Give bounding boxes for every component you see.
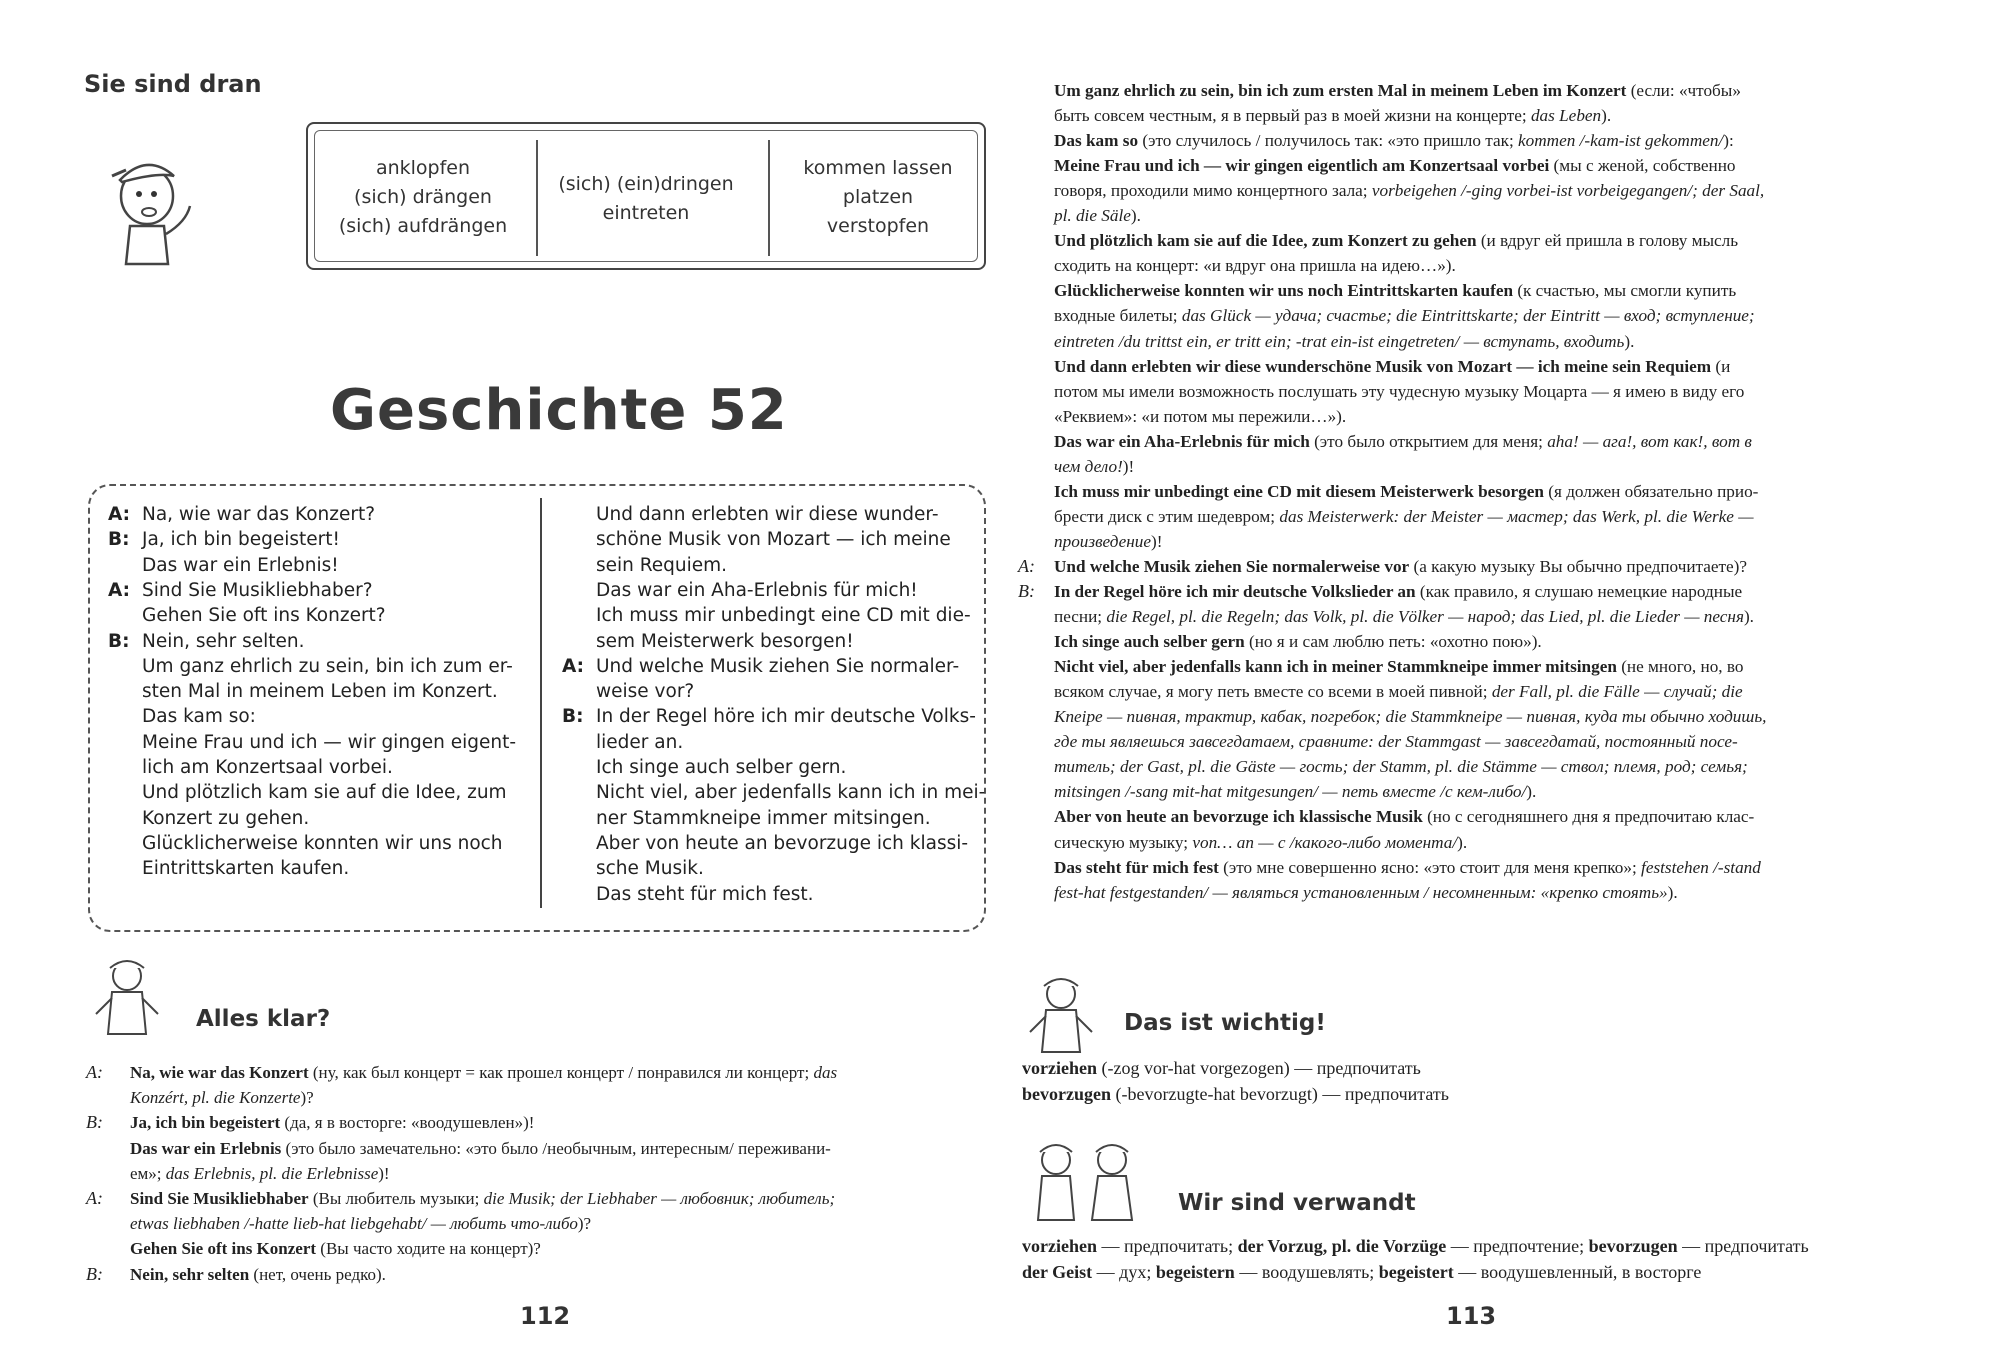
bold-term: Aber von heute an bevorzuge ich klassische Musik <box>1054 807 1423 827</box>
translation-text: (это было замечательно: «это было /необычным, интересным/ переживани- <box>281 1138 831 1158</box>
notes-speaker: B: <box>1018 581 1035 601</box>
punctuation: ). <box>1667 882 1678 902</box>
italic-gloss: aha! — ага!, вот как!, вот в <box>1547 431 1752 451</box>
dialog-line: Ja, ich bin begeistert! <box>142 529 340 551</box>
translation-text: (не много, но, во <box>1616 657 1744 677</box>
translation-text: входные билеты; <box>1054 306 1182 326</box>
dialog-line: Nicht viel, aber jedenfalls kann ich in mei- <box>596 782 986 804</box>
dialog-line: lich am Konzertsaal vorbei. <box>142 757 393 778</box>
wichtig-line <box>1022 1082 1449 1107</box>
bold-term: Meine Frau und ich — wir gingen eigentlich am Konzertsaal vorbei <box>1054 156 1550 176</box>
vocab-speaker: A: <box>86 1188 103 1208</box>
italic-gloss: das Leben <box>1530 106 1602 126</box>
notes-line <box>1054 754 1748 779</box>
translation-text: (мы с женой, собственно <box>1549 156 1736 176</box>
notes-line <box>1054 629 1542 654</box>
translation-text: — предпочтение; <box>1446 1236 1589 1256</box>
bold-term: Das war ein Aha-Erlebnis für mich <box>1054 431 1310 451</box>
bold-term: bevorzugen <box>1588 1236 1678 1256</box>
bold-term: Und plötzlich kam sie auf die Idee, zum Konzert zu gehen <box>1054 231 1477 251</box>
vocab-line <box>130 1262 386 1287</box>
translation-text: (это мне совершенно ясно: «это стоит для меня крепко»; <box>1218 857 1642 877</box>
bold-term: Ich muss mir unbedingt eine CD mit diesem Meisterwerk besorgen <box>1054 481 1544 501</box>
italic-gloss: der Fall, pl. die Fälle — случай; die <box>1491 682 1743 702</box>
bold-term: Das steht für mich fest <box>1054 857 1219 877</box>
dialog-speaker: B: <box>562 706 584 728</box>
vocab-speaker: A: <box>86 1062 103 1082</box>
italic-gloss: титель; der Gast, pl. die Gäste — гость; der Stamm, pl. die Stämme — ствол; племя, род; семья; <box>1054 757 1748 777</box>
notes-line <box>1054 830 1467 855</box>
bold-term: Sind Sie Musikliebhaber <box>130 1189 309 1208</box>
dialog-line: Um ganz ehrlich zu sein, bin ich zum er- <box>142 655 513 677</box>
italic-gloss: kommen /-kam-ist gekommen/ <box>1518 131 1724 151</box>
dialog-line: Nein, sehr selten. <box>142 630 305 652</box>
dialog-speaker: B: <box>108 529 130 551</box>
notes-line <box>1054 153 1736 178</box>
italic-gloss: mitsingen /-sang mit-hat mitgesungen/ — петь вместе /с кем-либо/ <box>1054 782 1527 802</box>
translation-text: брести диск с этим шедевром; <box>1054 506 1280 526</box>
bold-term: Und welche Musik ziehen Sie normalerweise vor <box>1054 556 1410 576</box>
word-item: verstopfen <box>826 215 930 237</box>
punctuation: ). <box>1601 106 1612 126</box>
word-item: platzen <box>842 186 914 208</box>
translation-text: быть совсем честным, я в первый раз в моей жизни на концерте; <box>1054 106 1531 126</box>
italic-gloss: etwas liebhaben /-hatte lieb-hat liebgehabt/ — любить что-либо <box>130 1214 578 1234</box>
notes-line <box>1054 354 1730 379</box>
dialog-line: Na, wie war das Konzert? <box>142 504 376 525</box>
word-item: (sich) aufdrängen <box>338 215 508 237</box>
bold-term: begeistern <box>1155 1262 1235 1282</box>
italic-gloss: die Regel, pl. die Regeln; das Volk, pl. die Völker — народ; das Lied, pl. die Lieder — песня <box>1106 607 1744 627</box>
italic-gloss: das Erlebnis, pl. die Erlebnisse <box>165 1163 379 1183</box>
translation-text: «Реквием»: «и потом мы пережили…»). <box>1054 406 1347 426</box>
verwandt-line <box>1022 1234 1809 1259</box>
word-box <box>306 122 986 270</box>
dialog-line: weise vor? <box>596 681 695 703</box>
italic-gloss: чем дело! <box>1054 456 1123 476</box>
notes-line <box>1054 128 1734 153</box>
punctuation: )? <box>300 1088 314 1108</box>
notes-line <box>1054 278 1736 303</box>
notes-line <box>1054 78 1741 103</box>
punctuation: )! <box>378 1163 390 1183</box>
notes-line <box>1054 379 1744 404</box>
dialog-line: Ich muss mir unbedingt eine CD mit die- <box>596 605 971 627</box>
dialog-line: sein Requiem. <box>596 554 728 576</box>
notes-line <box>1054 654 1744 679</box>
italic-gloss: das Meisterwerk: der Meister — мастер; das Werk, pl. die Werke — <box>1279 506 1754 526</box>
dialog-line: Ich singe auch selber gern. <box>596 757 847 778</box>
word-column-1 <box>328 154 518 241</box>
dialog-line: sten Mal in meinem Leben im Konzert. <box>142 681 498 703</box>
bold-term: Glücklicherweise konnten wir uns noch Eintrittskarten kaufen <box>1054 281 1514 301</box>
word-item: (sich) (ein)dringen <box>558 173 734 195</box>
notes-line <box>1054 203 1141 228</box>
translation-text: (-zog vor-hat vorgezogen) — предпочитать <box>1096 1058 1421 1078</box>
bold-term: der Geist <box>1022 1262 1093 1282</box>
notes-line <box>1054 554 1747 579</box>
translation-text: (а какую музыку Вы обычно предпочитаете)? <box>1409 556 1748 576</box>
vocab-line <box>130 1060 837 1085</box>
dialog-line: Und plötzlich kam sie auf die Idee, zum <box>142 782 507 804</box>
word-column-3 <box>778 154 978 241</box>
bold-term: Nicht viel, aber jedenfalls kann ich in meiner Stammkneipe immer mitsingen <box>1054 657 1617 677</box>
italic-gloss: где ты являешься завсегдатаем, сравните: der Stammgast — завсегдатай, постоянный посе- <box>1054 732 1738 752</box>
dialog-line: sem Meisterwerk besorgen! <box>596 630 854 652</box>
cartoon-boy-icon <box>1026 972 1096 1058</box>
dialog-line: Das war ein Erlebnis! <box>142 554 339 576</box>
notes-line <box>1054 454 1134 479</box>
italic-gloss: eintreten /du trittst ein, er tritt ein; -trat ein-ist eingetreten/ — вступать, входить <box>1054 331 1625 351</box>
translation-text: (-bevorzugte-hat bevorzugt) — предпочитать <box>1111 1083 1449 1104</box>
notes-line <box>1054 729 1738 754</box>
bold-term: bevorzugen <box>1022 1083 1111 1104</box>
dialog-divider <box>540 498 542 908</box>
notes-line <box>1054 804 1754 829</box>
translation-text: (это было открытием для меня; <box>1309 431 1548 451</box>
translation-text: — воодушевленный, в восторге <box>1453 1262 1702 1282</box>
word-divider <box>536 140 538 256</box>
dialog-line: Das kam so: <box>142 706 256 728</box>
story-title: Geschichte 52 <box>330 378 788 443</box>
bold-term: vorziehen <box>1022 1058 1097 1078</box>
bold-term: Nein, sehr selten <box>130 1264 250 1284</box>
notes-line <box>1054 429 1752 454</box>
punctuation: ). <box>1624 331 1635 351</box>
vocab-speaker: B: <box>86 1263 103 1284</box>
translation-text: (Вы часто ходите на концерт)? <box>316 1239 541 1259</box>
word-divider <box>768 140 770 256</box>
dialog-line: Glücklicherweise konnten wir uns noch <box>142 832 503 854</box>
translation-text: — дух; <box>1092 1262 1156 1282</box>
dialog-line: Gehen Sie oft ins Konzert? <box>142 605 386 627</box>
bold-term: Gehen Sie oft ins Konzert <box>130 1239 317 1259</box>
dialog-line: schöne Musik von Mozart — ich meine <box>596 529 951 551</box>
punctuation: ): <box>1723 131 1734 151</box>
page-number-right: 113 <box>1446 1302 1497 1330</box>
dialog-speaker: A: <box>108 579 131 601</box>
translation-text: (ну, как был концерт = как прошел концерт / понравился ли концерт; <box>308 1063 814 1082</box>
vocab-line <box>130 1085 314 1110</box>
notes-speaker: A: <box>1018 555 1035 576</box>
cartoon-pair-icon <box>1026 1136 1146 1226</box>
page-number-left: 112 <box>520 1302 571 1330</box>
translation-text: (и <box>1711 356 1731 376</box>
notes-line <box>1054 880 1678 905</box>
notes-line <box>1054 779 1536 804</box>
italic-gloss: von… an — с /какого-либо момента/ <box>1192 832 1458 852</box>
notes-line <box>1054 178 1764 203</box>
italic-gloss: fest-hat festgestanden/ — являться установленным / несомненным: «крепко стоять» <box>1054 882 1668 902</box>
notes-line <box>1054 329 1634 354</box>
notes-line <box>1054 855 1761 880</box>
notes-line <box>1054 529 1162 554</box>
word-item: kommen lassen <box>803 157 953 179</box>
dialog-line: Sind Sie Musikliebhaber? <box>142 579 373 601</box>
punctuation: ). <box>1743 607 1754 627</box>
translation-text: (как правило, я слушаю немецкие народные <box>1415 582 1743 601</box>
translation-text: (но я и сам люблю петь: «охотно пою»). <box>1244 632 1542 652</box>
italic-gloss: Konzért, pl. die Konzerte <box>130 1088 301 1108</box>
bold-term: begeistert <box>1378 1262 1454 1282</box>
dialog-line: lieder an. <box>596 731 684 753</box>
vocab-speaker: B: <box>86 1112 103 1133</box>
bold-term: vorziehen <box>1022 1236 1097 1256</box>
dialog-line: Und welche Musik ziehen Sie normaler- <box>596 655 960 677</box>
punctuation: )? <box>577 1214 592 1234</box>
translation-text: (но с сегодняшнего дня я предпочитаю клас- <box>1422 807 1755 827</box>
verwandt-heading: Wir sind verwandt <box>1178 1190 1416 1216</box>
word-column-2 <box>546 170 746 228</box>
punctuation: ). <box>1526 782 1537 802</box>
notes-line <box>1054 103 1611 128</box>
notes-line <box>1054 704 1766 729</box>
vocab-line <box>130 1136 831 1161</box>
translation-text: — воодушевлять; <box>1234 1262 1379 1282</box>
italic-gloss: произведение <box>1054 531 1152 551</box>
notes-line <box>1054 228 1738 253</box>
translation-text: всяком случае, я могу петь вместе со всеми в моей пивной; <box>1054 682 1492 702</box>
bold-term: In der Regel höre ich mir deutsche Volkslieder an <box>1054 582 1416 601</box>
bold-term: der Vorzug, pl. die Vorzüge <box>1237 1236 1447 1256</box>
dialog-line: In der Regel höre ich mir deutsche Volks- <box>596 706 976 728</box>
punctuation: ). <box>1457 832 1468 852</box>
translation-text: (если: «чтобы» <box>1626 81 1741 100</box>
bold-term: Das war ein Erlebnis <box>130 1138 282 1158</box>
bold-term: Und dann erlebten wir diese wunderschöne Musik von Mozart — ich meine sein Requiem <box>1054 356 1712 376</box>
translation-text: ем»; <box>130 1163 166 1183</box>
verwandt-line <box>1022 1260 1701 1285</box>
italic-gloss: das Glück — удача; счастье; die Eintrittskarte; der Eintritt — вход; вступление; <box>1181 306 1755 326</box>
notes-line <box>1054 404 1346 429</box>
vocab-line <box>130 1110 534 1135</box>
cartoon-boy-icon <box>92 954 162 1040</box>
italic-gloss: die Musik; der Liebhaber — любовник; любитель; <box>483 1189 836 1208</box>
dialog-line: Eintrittskarten kaufen. <box>142 858 350 880</box>
alles-klar-heading: Alles klar? <box>196 1006 331 1032</box>
punctuation: )! <box>1122 456 1135 476</box>
section-title: Sie sind dran <box>84 70 262 98</box>
dialog-line: Das steht für mich fest. <box>596 883 814 905</box>
italic-gloss: das <box>813 1063 838 1082</box>
dialog-line: sche Musik. <box>596 858 704 880</box>
vocab-line <box>130 1236 541 1261</box>
italic-gloss: vorbeigehen /-ging vorbei-ist vorbeigegangen/; der Saal, <box>1371 181 1765 201</box>
translation-text: (я должен обязательно прио- <box>1543 481 1759 501</box>
vocab-line <box>130 1186 835 1211</box>
punctuation: )! <box>1151 531 1163 551</box>
notes-line <box>1054 504 1754 529</box>
notes-line <box>1054 579 1742 604</box>
dialog-line: Meine Frau und ich — wir gingen eigent- <box>142 731 517 753</box>
translation-text: — предпочитать; <box>1096 1236 1238 1256</box>
bold-term: Ja, ich bin begeistert <box>130 1113 281 1133</box>
dialog-line: Das war ein Aha-Erlebnis für mich! <box>596 579 918 601</box>
translation-text: (к счастью, мы смогли купить <box>1513 281 1737 301</box>
translation-text: потом мы имели возможность послушать эту чудесную музыку Моцарта — я имею в виду его <box>1054 381 1745 401</box>
punctuation: ). <box>1130 206 1141 226</box>
notes-line <box>1054 303 1755 328</box>
dialog-line: Aber von heute an bevorzuge ich klassi- <box>596 832 969 854</box>
word-item: anklopfen <box>375 157 471 179</box>
notes-line <box>1054 253 1456 278</box>
wichtig-heading: Das ist wichtig! <box>1124 1010 1326 1036</box>
translation-text: песни; <box>1054 607 1107 627</box>
wichtig-line <box>1022 1056 1421 1081</box>
dialog-line: ner Stammkneipe immer mitsingen. <box>596 807 931 829</box>
notes-line <box>1054 604 1754 629</box>
word-item: (sich) drängen <box>354 186 492 208</box>
translation-text: — предпочитать <box>1677 1236 1809 1256</box>
bold-term: Das kam so <box>1054 131 1139 151</box>
translation-text: (да, я в восторге: «воодушевлен»)! <box>280 1113 535 1133</box>
vocab-line <box>130 1211 591 1236</box>
dialog-speaker: A: <box>108 504 131 525</box>
bold-term: Um ganz ehrlich zu sein, bin ich zum ersten Mal in meinem Leben im Konzert <box>1054 81 1627 100</box>
italic-gloss: Kneipe — пивная, трактир, кабак, погребок; die Stammkneipe — пивная, куда ты обычно ходишь, <box>1054 707 1767 727</box>
translation-text: (нет, очень редко). <box>249 1264 386 1284</box>
vocab-line <box>130 1161 390 1186</box>
cartoon-boy-icon <box>92 146 202 276</box>
translation-text: (Вы любитель музыки; <box>308 1189 484 1208</box>
bold-term: Na, wie war das Konzert <box>130 1063 309 1082</box>
word-item: eintreten <box>602 202 690 224</box>
dialog-speaker: B: <box>108 630 130 652</box>
italic-gloss: pl. die Säle <box>1054 206 1131 226</box>
translation-text: сическую музыку; <box>1054 832 1193 852</box>
translation-text: сходить на концерт: «и вдруг она пришла на идею…»). <box>1054 256 1456 276</box>
translation-text: (это случилось / получилось так: «это пришло так; <box>1138 131 1519 151</box>
italic-gloss: feststehen /-stand <box>1641 857 1761 877</box>
bold-term: Ich singe auch selber gern <box>1054 632 1245 652</box>
translation-text: говоря, проходили мимо концертного зала; <box>1054 181 1372 201</box>
dialog-line: Und dann erlebten wir diese wunder- <box>596 504 939 525</box>
notes-line <box>1054 679 1743 704</box>
dialog-line: Konzert zu gehen. <box>142 807 310 829</box>
translation-text: (и вдруг ей пришла в голову мысль <box>1476 231 1739 251</box>
dialog-speaker: A: <box>562 655 585 677</box>
notes-line <box>1054 479 1758 504</box>
